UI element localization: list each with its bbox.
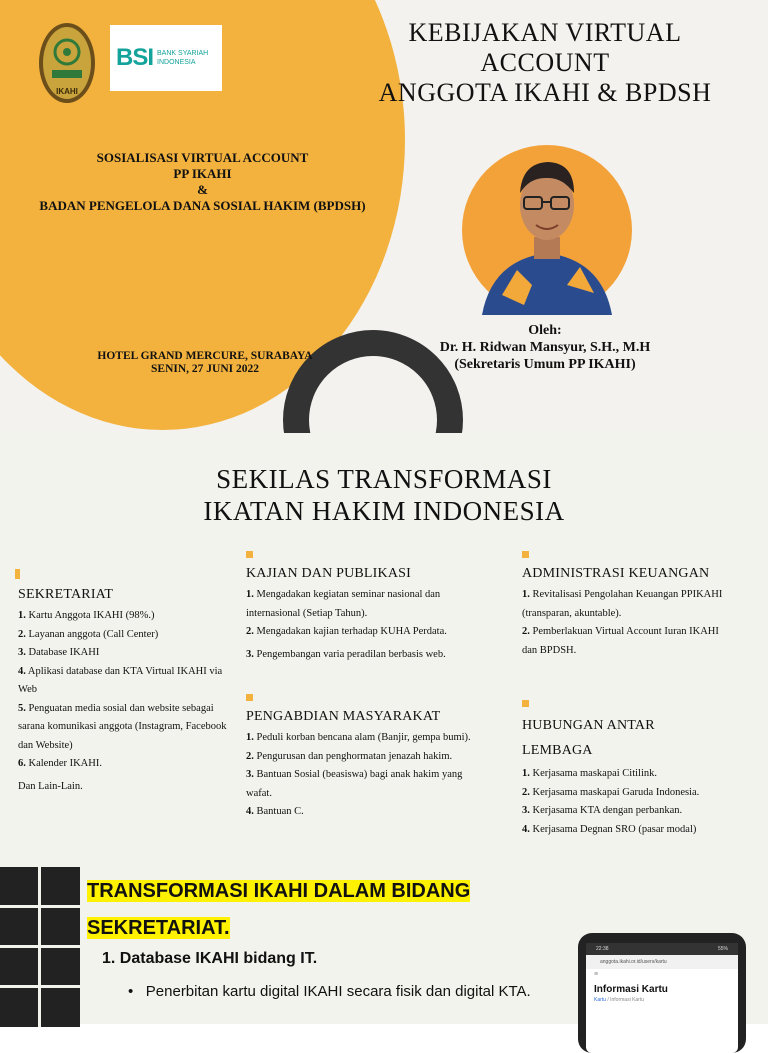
list-item: 4. Kerjasama Degnan SRO (pasar modal) — [522, 823, 697, 835]
list-item: 2. Pemberlakuan Virtual Account Iuran IKAHI dan BPDSH. — [522, 626, 719, 656]
section-sekretariat — [18, 585, 230, 796]
list-item: 1. Kartu Anggota IKAHI (98%.) — [18, 610, 155, 621]
list-item: 2. Kerjasama maskapai Garuda Indonesia. — [522, 786, 700, 798]
list-item: 1. Revitalisasi Pengolahan Keuangan PPIKAHI (transparan, akuntable). — [522, 589, 723, 619]
hamburger-menu-icon: ≡ — [594, 971, 599, 978]
section-heading: ADMINISTRASI KEUANGAN — [522, 566, 710, 581]
section-pengabdian — [246, 707, 471, 822]
slide-sekretariat — [0, 843, 768, 1024]
list-item: 4. Bantuan C. — [246, 806, 304, 817]
section-marker — [522, 551, 529, 558]
list-item: 2. Layanan anggota (Call Center) — [18, 628, 159, 640]
phone-screen — [586, 943, 738, 1053]
slide-subtitle: SOSIALISASI VIRTUAL ACCOUNT PP IKAHI & BADAN PENGELOLA DANA SOSIAL HAKIM (BPDSH) — [39, 150, 366, 213]
section-marker — [522, 700, 529, 707]
bullet-dot-icon: • — [128, 983, 134, 1000]
slide-title — [0, 0, 768, 433]
section-keuangan — [522, 564, 727, 660]
sekretariat-title: TRANSFORMASI IKAHI DALAM BIDANG SEKRETARIAT. — [87, 880, 471, 939]
bullet-item: • Penerbitan kartu digital IKAHI secara fisik dan digital KTA. — [128, 983, 531, 1000]
slide-overview — [0, 433, 768, 843]
bsi-logo — [110, 25, 222, 91]
list-item: 3. Bantuan Sosial (beasiswa) bagi anak hakim yang wafat. — [246, 769, 463, 799]
list-item: 5. Penguatan media sosial dan website sebagai sarana komunikasi anggota (Instagram, Facebook dan Website) — [18, 702, 227, 751]
bsi-logo-mark: BSI — [116, 44, 154, 71]
list-item: 2. Pengurusan dan penghormatan jenazah hakim. — [246, 750, 453, 762]
section-heading: SEKRETARIAT — [18, 587, 114, 602]
phone-battery: 55% — [717, 946, 728, 952]
section-kajian — [246, 564, 471, 664]
list-item: 6. Kalender IKAHI. — [18, 758, 102, 769]
event-venue: HOTEL GRAND MERCURE, SURABAYA SENIN, 27 JUNI 2022 — [97, 350, 313, 375]
list-item: 3. Pengembangan varia peradilan berbasis web. — [246, 648, 446, 660]
presenter-info — [400, 322, 690, 373]
section-marker — [246, 551, 253, 558]
phone-url-bar: anggota.ikahi.or.id/users/kartu — [586, 955, 738, 969]
phone-mockup — [578, 933, 746, 1053]
slide-title-heading: KEBIJAKAN VIRTUAL ACCOUNT ANGGOTA IKAHI & BPDSH — [378, 18, 712, 107]
list-item: 1. Peduli korban bencana alam (Banjir, gempa bumi). — [246, 732, 471, 743]
list-item: 3. Kerjasama KTA dengan perbankan. — [522, 805, 683, 816]
list-item: 2. Mengadakan kajian terhadap KUHA Perdata. — [246, 626, 447, 637]
presenter-photo — [462, 145, 632, 315]
bsi-logo-line2: INDONESIA — [157, 59, 196, 66]
presenter-role: (Sekretaris Umum PP IKAHI) — [454, 357, 636, 372]
phone-breadcrumb: Kartu / Informasi Kartu — [594, 997, 645, 1003]
presenter-name: Dr. H. Ridwan Mansyur, S.H., M.H — [439, 340, 651, 355]
presenter-by: Oleh: — [528, 323, 562, 338]
bsi-logo-line1: BANK SYARIAH — [157, 50, 209, 57]
list-item: 4. Aplikasi database dan KTA Virtual IKAHI via Web — [18, 665, 223, 695]
section-heading: KAJIAN DAN PUBLIKASI — [246, 566, 411, 581]
section-marker — [15, 569, 20, 579]
phone-screen-title: Informasi Kartu — [594, 984, 668, 995]
ikahi-logo — [38, 22, 96, 104]
list-item: 3. Database IKAHI — [18, 647, 100, 658]
list-item: 1. Kerjasama maskapai Citilink. — [522, 768, 658, 779]
section-hubungan — [522, 713, 752, 858]
overview-title: SEKILAS TRANSFORMASI IKATAN HAKIM INDONESIA — [203, 464, 565, 526]
section-marker — [246, 694, 253, 701]
numbered-item: 1. Database IKAHI bidang IT. — [102, 950, 318, 967]
list-item: 1. Mengadakan kegiatan seminar nasional dan internasional (Setiap Tahun). — [246, 589, 441, 619]
ikahi-logo-text: IKAHI — [56, 87, 78, 96]
section-heading: PENGABDIAN MASYARAKAT — [246, 709, 441, 724]
list-footer: Dan Lain-Lain. — [18, 780, 83, 792]
decorative-grid — [0, 867, 80, 1027]
section-heading: HUBUNGAN ANTAR LEMBAGA — [522, 718, 655, 758]
phone-time: 22:38 — [596, 946, 609, 952]
